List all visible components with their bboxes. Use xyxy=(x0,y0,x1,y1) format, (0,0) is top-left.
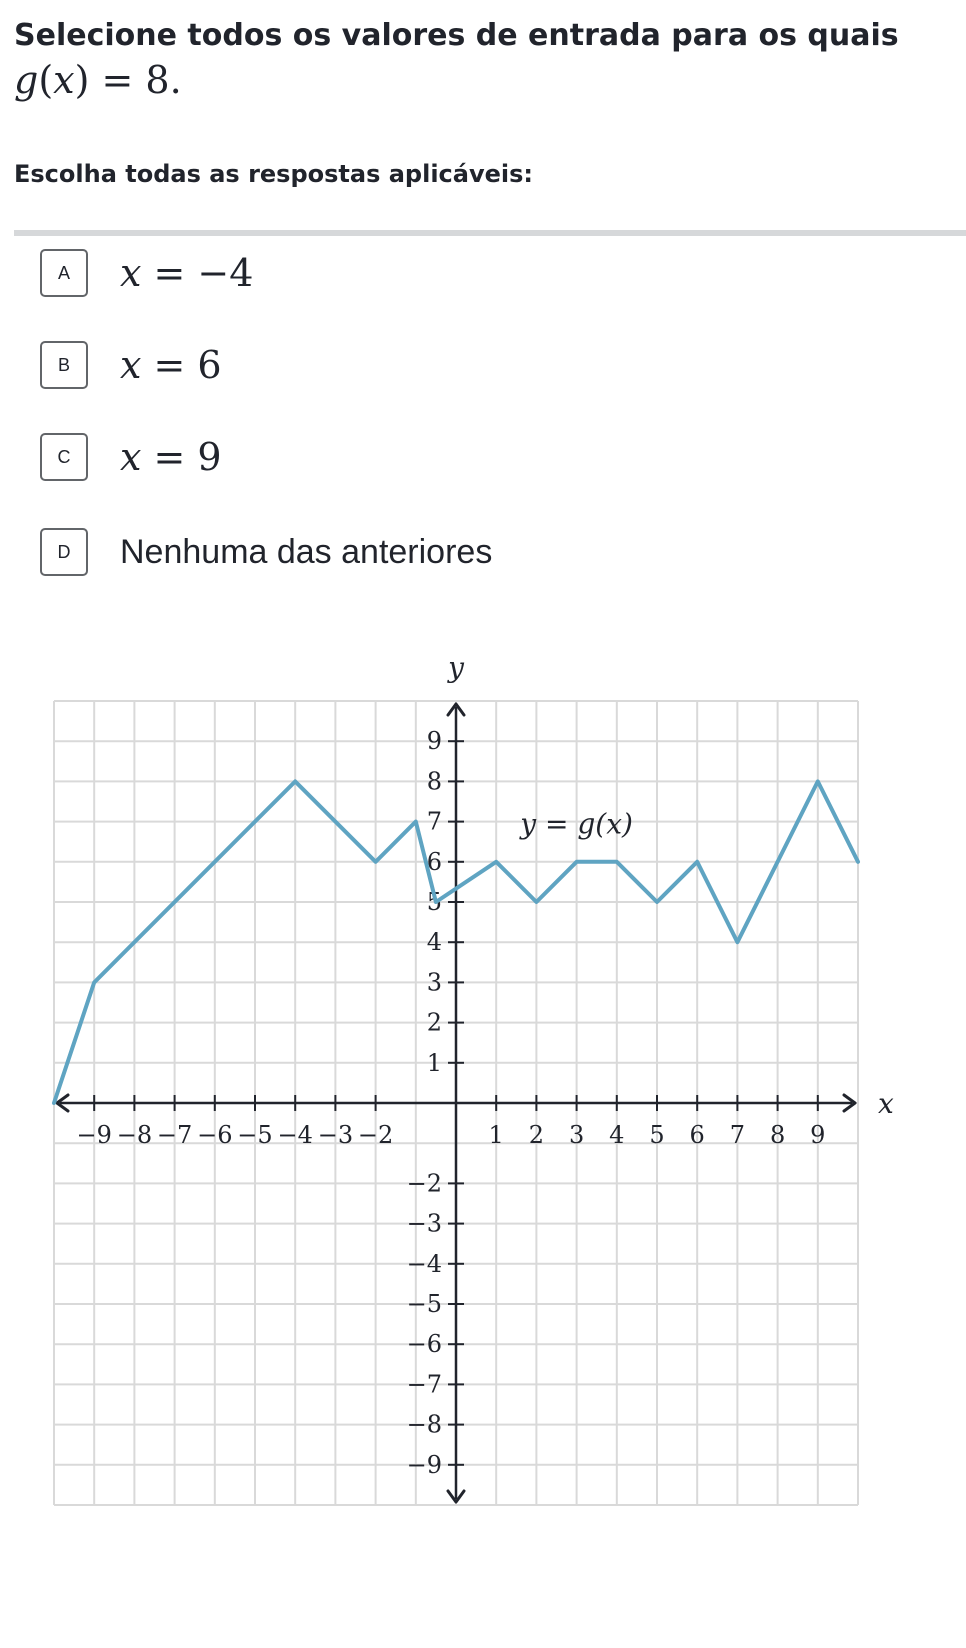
choice-d-label: Nenhuma das anteriores xyxy=(120,532,493,571)
x-tick-label: 2 xyxy=(528,1121,545,1149)
choice-c-letter: C xyxy=(40,433,88,481)
x-tick-label: 8 xyxy=(769,1121,786,1149)
x-tick-label: −2 xyxy=(357,1121,394,1149)
y-tick-label: −7 xyxy=(406,1370,442,1399)
y-tick-label: 9 xyxy=(426,727,442,756)
choice-c[interactable] xyxy=(40,431,222,483)
choice-b-letter: B xyxy=(40,341,88,389)
y-tick-label: 1 xyxy=(426,1048,442,1077)
x-tick-label: 3 xyxy=(568,1121,585,1149)
x-axis-label: x xyxy=(878,1087,894,1120)
x-tick-label: 1 xyxy=(488,1121,504,1149)
x-tick-label: −4 xyxy=(277,1121,313,1149)
y-tick-label: −2 xyxy=(406,1169,442,1198)
choice-b-label: x = 6 xyxy=(120,343,222,387)
x-tick-label: −9 xyxy=(76,1121,112,1149)
curve-label: y = g(x) xyxy=(520,807,633,841)
y-tick-label: 5 xyxy=(426,888,442,916)
instruction-text: Escolha todas as respostas aplicáveis: xyxy=(14,160,534,188)
question-equation: g(x) = 8. xyxy=(14,58,182,102)
x-tick-label: −7 xyxy=(156,1121,193,1149)
x-tick-label: 9 xyxy=(810,1121,826,1149)
x-tick-label: 5 xyxy=(649,1121,665,1149)
y-tick-label: −8 xyxy=(406,1410,442,1439)
x-tick-label: 7 xyxy=(729,1121,746,1149)
y-tick-label: −9 xyxy=(406,1450,442,1479)
x-tick-label: −8 xyxy=(116,1121,153,1149)
y-tick-label: 8 xyxy=(426,767,442,796)
y-axis-label: y xyxy=(448,651,464,684)
choice-b[interactable] xyxy=(40,339,222,391)
choice-d[interactable] xyxy=(40,526,492,578)
y-tick-label: 4 xyxy=(426,928,442,957)
choice-a[interactable] xyxy=(40,247,253,299)
x-tick-label: 4 xyxy=(609,1121,625,1149)
question-text xyxy=(14,14,944,106)
y-tick-label: −6 xyxy=(406,1330,442,1359)
y-tick-label: −3 xyxy=(406,1209,442,1238)
y-tick-label: −5 xyxy=(406,1290,442,1318)
x-tick-label: −5 xyxy=(237,1121,273,1149)
y-tick-label: 6 xyxy=(426,847,442,876)
y-tick-label: −4 xyxy=(406,1249,442,1278)
function-graph xyxy=(0,651,966,1580)
divider xyxy=(14,230,966,236)
x-tick-label: 6 xyxy=(689,1121,705,1149)
y-tick-label: 3 xyxy=(426,968,442,997)
choice-d-letter: D xyxy=(40,528,88,576)
y-tick-label: 2 xyxy=(426,1008,442,1037)
choice-c-label: x = 9 xyxy=(120,435,222,479)
choice-a-label: x = −4 xyxy=(120,251,254,295)
y-tick-label: 7 xyxy=(426,807,442,836)
choice-a-letter: A xyxy=(40,249,88,297)
x-tick-label: −6 xyxy=(197,1121,233,1149)
x-tick-label: −3 xyxy=(317,1121,354,1149)
axes xyxy=(57,704,855,1502)
question-prompt: Selecione todos os valores de entrada para os quais xyxy=(14,18,899,53)
